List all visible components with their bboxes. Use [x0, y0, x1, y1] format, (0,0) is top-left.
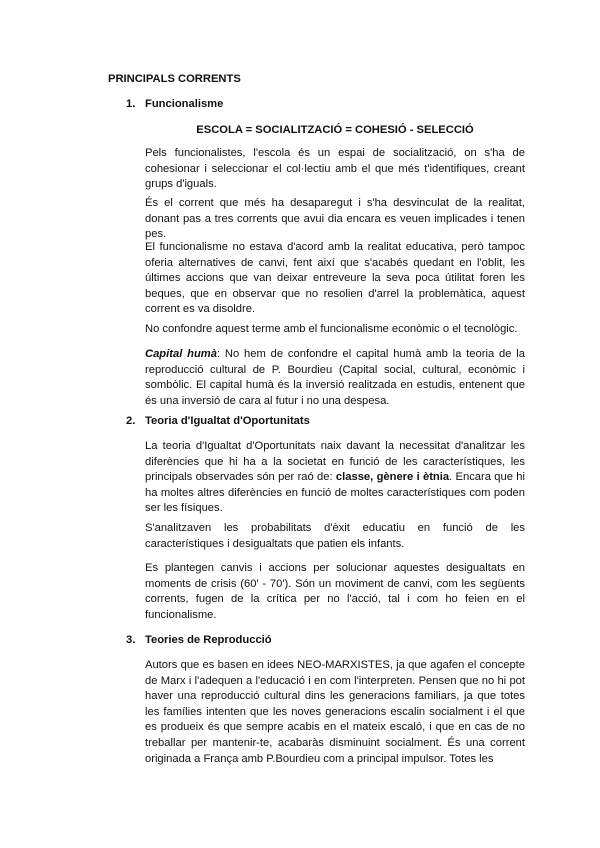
paragraph: No confondre aquest terme amb el funcionalisme econòmic o el tecnològic. — [145, 323, 518, 335]
section-title: Teories de Reproducció — [145, 634, 272, 646]
term-capital-huma: Capital humà — [145, 348, 217, 360]
section-number: 1. — [126, 98, 136, 110]
paragraph: Pels funcionalistes, l'escola és un espai de socialització, on s'ha de cohesionar i seleccionar el col·lectiu amb el que més t'identifiques, creant grups d'iguals. — [145, 147, 525, 191]
section-heading-teories-reproduccio — [126, 633, 272, 649]
paragraph-capital-huma — [145, 347, 525, 409]
emphasis-classe-genere-etnia: classe, gènere i ètnia — [335, 471, 450, 484]
section-number: 2. — [126, 415, 136, 427]
formula-line: ESCOLA = SOCIALITZACIÓ = COHESIÓ - SELECCIÓ — [196, 124, 474, 136]
section-heading-funcionalisme — [126, 97, 223, 113]
text-run: La teoria d'Igualtat d'Oportunitats naix davant la necessitat d'analitzar les diferències que hi ha a la societat en funció de les característiques, les principals observades són per raó de: — [145, 440, 525, 484]
paragraph: El funcionalisme no estava d'acord amb la realitat educativa, però tampoc oferia alternatives de canvi, fent així que s'acabés quedant en l'oblit, les últimes accions que van deixar entreveure la seva poca útilitat foren les beques, que en observar que no resolien d'arrel la problemàtica, aquest corrent es va disoldre. — [145, 241, 525, 316]
document-title: PRINCIPALS CORRENTS — [108, 73, 241, 85]
section-heading-igualtat-oportunitats — [126, 414, 310, 430]
paragraph — [145, 439, 525, 517]
section-title: Teoria d'Igualtat d'Oportunitats — [145, 415, 310, 427]
section-number: 3. — [126, 634, 136, 646]
text-run: . Encara que hi ha moltes altres diferències en funció de moltes característiques com poden ser les físiques. — [145, 471, 525, 515]
section-title: Funcionalisme — [145, 98, 224, 110]
term-definition: : No hem de confondre el capital humà amb la teoria de la reproducció cultural de P. Bourdieu (Capital social, cultural, econòmic i sombòlic. El capital humà és la inversió realitzada en estudis, entenent que és una inversió de cara al futur i no una despesa. — [145, 348, 525, 407]
paragraph: S'analitzaven les probabilitats d'èxit educatiu en funció de les característiques i desigualtats que patien els infants. — [145, 522, 525, 550]
paragraph: És el corrent que més ha desaparegut i s'ha desvinculat de la realitat, donant pas a tres corrents que avui dia encara es veuen implicades i tenen pes. — [145, 197, 525, 241]
paragraph: Autors que es basen en idees NEO-MARXISTES, ja que agafen el concepte de Marx i l'adequen a l'educació i en com l'interpreten. Pensen que no hi pot haver una reproducció cultural dins les generacions familiars, ja que totes les famílies intenten que les noves generacions escalin socialment i el que es produeix és que sempre acabis en el mateix escaló, i que en cas de no treballar per mantenir-te, acabaràs disminuint socialment. És una corrent originada a França amb P.Bourdieu com a principal impulsor. Totes les — [145, 659, 525, 765]
paragraph: Es plantegen canvis i accions per solucionar aquestes desigualtats en moments de crisis (60' - 70'). Són un moviment de canvi, com les següents corrents, fugen de la crítica per no l'acció, tal i com ho feien en el funcionalisme. — [145, 562, 525, 621]
